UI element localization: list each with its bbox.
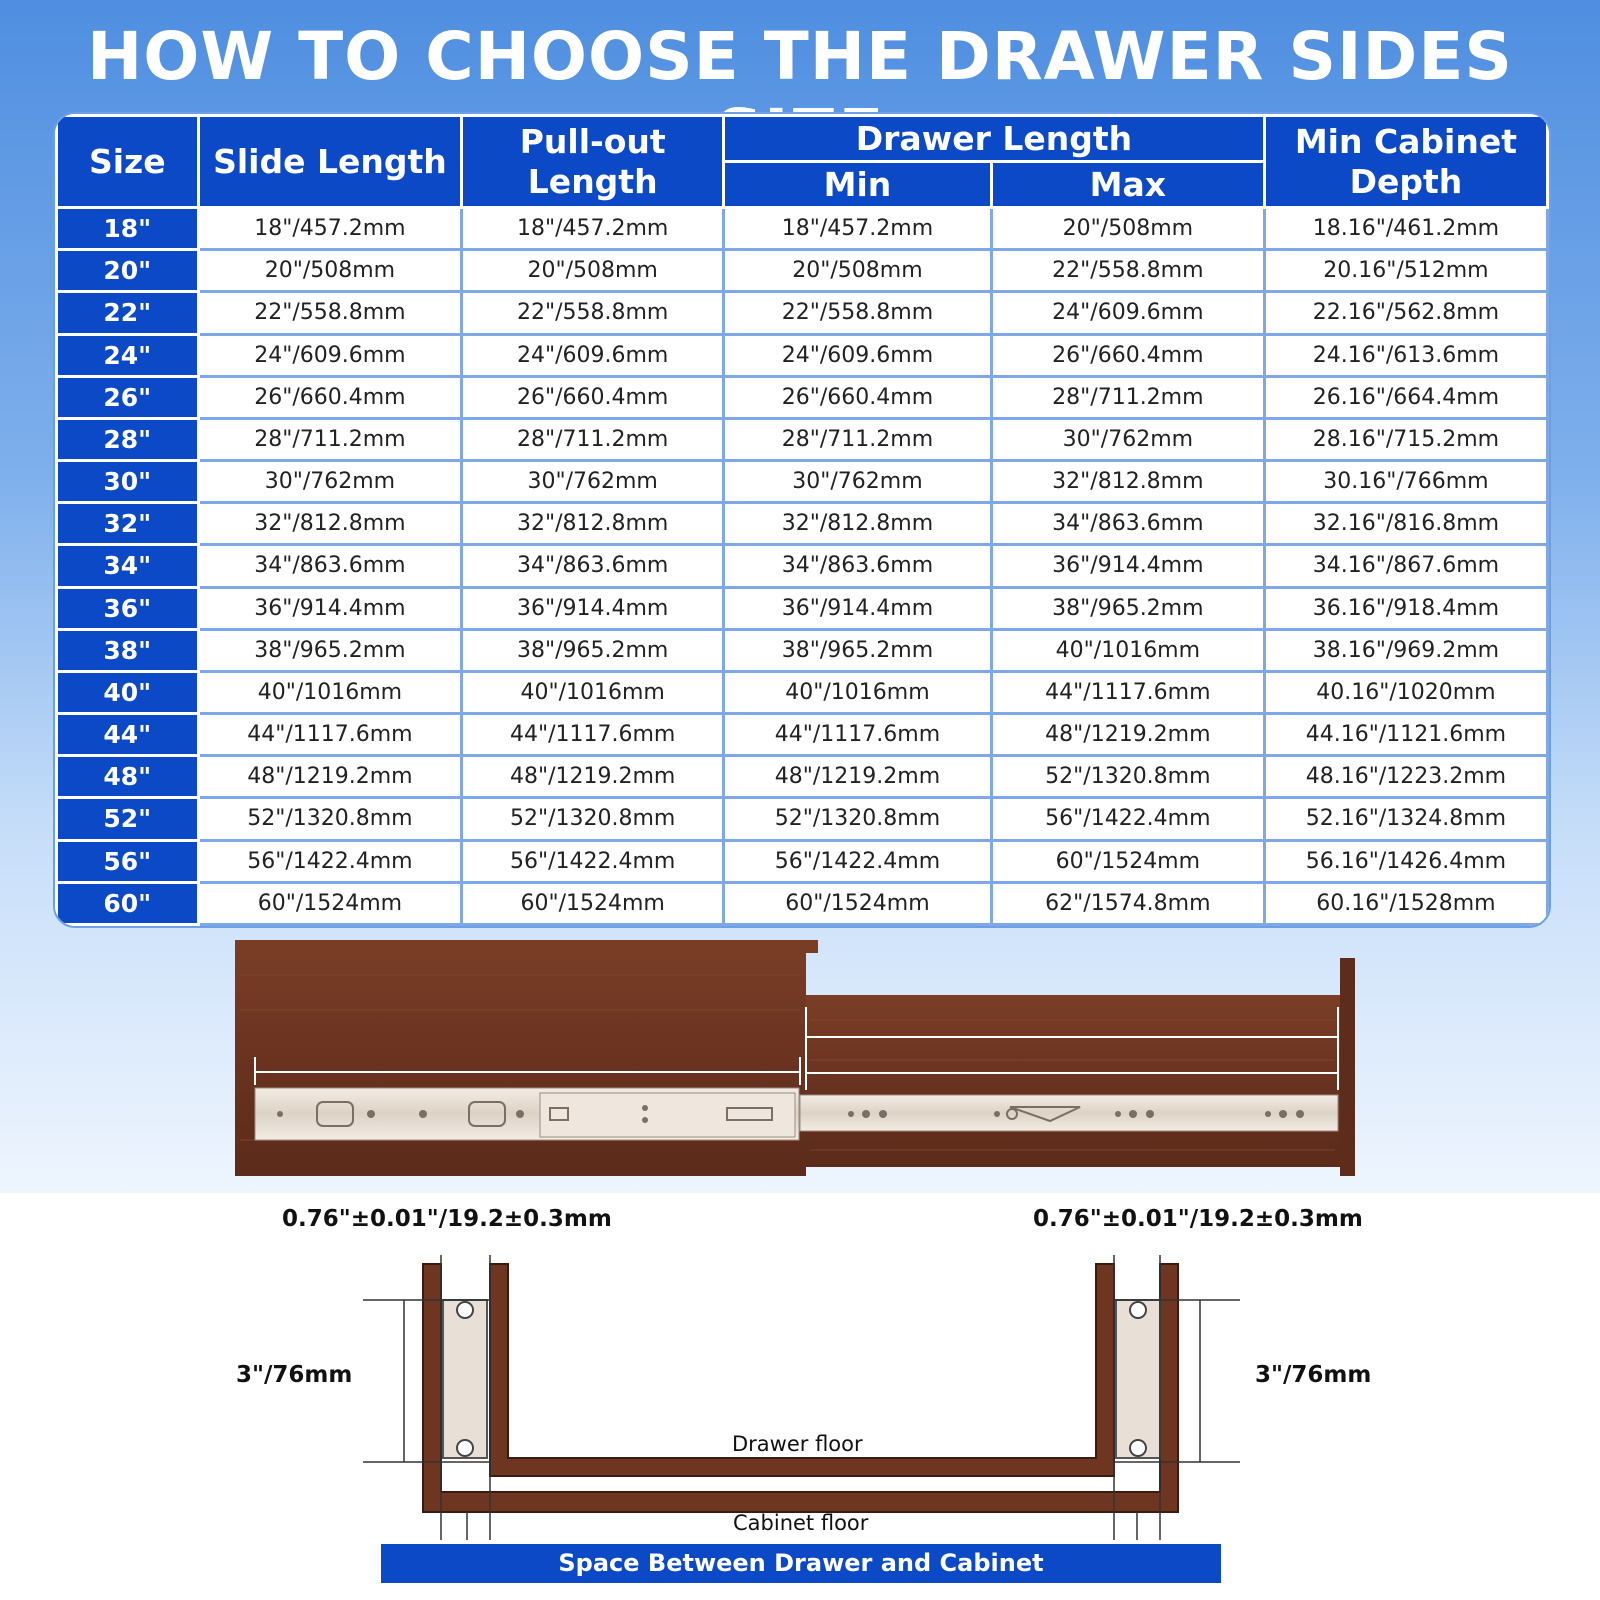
table-cell: 52"/1320.8mm xyxy=(198,798,462,840)
gap-left-label: 0.76"±0.01"/19.2±0.3mm xyxy=(282,1206,612,1232)
table-cell: 60"/1524mm xyxy=(462,882,724,924)
size-cell: 26" xyxy=(57,376,199,418)
table-cell: 56"/1422.4mm xyxy=(198,840,462,882)
table-cell: 22.16"/562.8mm xyxy=(1264,292,1547,334)
table-cell: 36"/914.4mm xyxy=(198,587,462,629)
table-cell: 38"/965.2mm xyxy=(198,629,462,671)
table-cell: 36"/914.4mm xyxy=(991,545,1264,587)
size-cell: 44" xyxy=(57,714,199,756)
table-cell: 32"/812.8mm xyxy=(198,503,462,545)
header-slide-length: Slide Length xyxy=(198,116,462,208)
table-cell: 20.16"/512mm xyxy=(1264,250,1547,292)
table-cell: 26.16"/664.4mm xyxy=(1264,376,1547,418)
table-cell: 60"/1524mm xyxy=(991,840,1264,882)
table-cell: 40"/1016mm xyxy=(991,629,1264,671)
table-cell: 48"/1219.2mm xyxy=(198,756,462,798)
table-cell: 60"/1524mm xyxy=(724,882,992,924)
table-cell: 26"/660.4mm xyxy=(198,376,462,418)
table-cell: 22"/558.8mm xyxy=(462,292,724,334)
size-cell: 36" xyxy=(57,587,199,629)
header-pullout-length: Pull-out Length xyxy=(462,116,724,208)
table-cell: 62"/1574.8mm xyxy=(991,882,1264,924)
table-cell: 28"/711.2mm xyxy=(724,418,992,460)
table-cell: 26"/660.4mm xyxy=(991,334,1264,376)
height-left-label: 3"/76mm xyxy=(236,1362,353,1388)
size-cell: 22" xyxy=(57,292,199,334)
table-cell: 30.16"/766mm xyxy=(1264,461,1547,503)
table-cell: 20"/508mm xyxy=(462,250,724,292)
size-cell: 40" xyxy=(57,671,199,713)
table-cell: 48"/1219.2mm xyxy=(462,756,724,798)
size-cell: 32" xyxy=(57,503,199,545)
table-cell: 18.16"/461.2mm xyxy=(1264,208,1547,250)
gap-right-label: 0.76"±0.01"/19.2±0.3mm xyxy=(1033,1206,1363,1232)
table-cell: 30"/762mm xyxy=(724,461,992,503)
table-cell: 56"/1422.4mm xyxy=(991,798,1264,840)
table-cell: 40.16"/1020mm xyxy=(1264,671,1547,713)
size-cell: 38" xyxy=(57,629,199,671)
size-cell: 52" xyxy=(57,798,199,840)
table-cell: 44"/1117.6mm xyxy=(462,714,724,756)
table-cell: 36"/914.4mm xyxy=(462,587,724,629)
page-title: HOW TO CHOOSE THE DRAWER SIDES xyxy=(87,18,1513,95)
table-cell: 18"/457.2mm xyxy=(462,208,724,250)
size-cell: 60" xyxy=(57,882,199,924)
table-cell: 48.16"/1223.2mm xyxy=(1264,756,1547,798)
table-cell: 38"/965.2mm xyxy=(724,629,992,671)
size-cell: 24" xyxy=(57,334,199,376)
table-cell: 48"/1219.2mm xyxy=(991,714,1264,756)
table-cell: 30"/762mm xyxy=(198,461,462,503)
table-cell: 24"/609.6mm xyxy=(462,334,724,376)
table-cell: 30"/762mm xyxy=(991,418,1264,460)
table-cell: 32"/812.8mm xyxy=(991,461,1264,503)
cross-section-diagram xyxy=(363,1255,1240,1540)
table-cell: 60.16"/1528mm xyxy=(1264,882,1547,924)
table-cell: 24"/609.6mm xyxy=(724,334,992,376)
size-cell: 30" xyxy=(57,461,199,503)
table-cell: 20"/508mm xyxy=(724,250,992,292)
table-cell: 28"/711.2mm xyxy=(198,418,462,460)
size-cell: 20" xyxy=(57,250,199,292)
table-cell: 34"/863.6mm xyxy=(724,545,992,587)
table-cell: 34"/863.6mm xyxy=(198,545,462,587)
table-cell: 48"/1219.2mm xyxy=(724,756,992,798)
table-cell: 22"/558.8mm xyxy=(724,292,992,334)
height-right-label: 3"/76mm xyxy=(1255,1362,1372,1388)
table-cell: 36.16"/918.4mm xyxy=(1264,587,1547,629)
table-cell: 44"/1117.6mm xyxy=(724,714,992,756)
table-cell: 22"/558.8mm xyxy=(198,292,462,334)
table-cell: 38"/965.2mm xyxy=(462,629,724,671)
size-cell: 18" xyxy=(57,208,199,250)
table-cell: 24"/609.6mm xyxy=(991,292,1264,334)
table-cell: 22"/558.8mm xyxy=(991,250,1264,292)
table-cell: 32"/812.8mm xyxy=(462,503,724,545)
table-cell: 26"/660.4mm xyxy=(724,376,992,418)
drawer-panel xyxy=(806,958,1355,1176)
header-min: Min xyxy=(724,162,992,208)
header-size: Size xyxy=(57,116,199,208)
table-cell: 52.16"/1324.8mm xyxy=(1264,798,1547,840)
size-cell: 28" xyxy=(57,418,199,460)
table-cell: 26"/660.4mm xyxy=(462,376,724,418)
size-cell: 34" xyxy=(57,545,199,587)
table-cell: 32.16"/816.8mm xyxy=(1264,503,1547,545)
table-cell: 34.16"/867.6mm xyxy=(1264,545,1547,587)
table-cell: 52"/1320.8mm xyxy=(991,756,1264,798)
table-cell: 40"/1016mm xyxy=(462,671,724,713)
table-cell: 28.16"/715.2mm xyxy=(1264,418,1547,460)
header-drawer-length: Drawer Length xyxy=(724,116,1265,162)
table-cell: 60"/1524mm xyxy=(198,882,462,924)
table-cell: 18"/457.2mm xyxy=(198,208,462,250)
table-cell: 24"/609.6mm xyxy=(198,334,462,376)
table-cell: 44"/1117.6mm xyxy=(991,671,1264,713)
table-cell: 30"/762mm xyxy=(462,461,724,503)
table-cell: 56"/1422.4mm xyxy=(462,840,724,882)
table-cell: 56"/1422.4mm xyxy=(724,840,992,882)
table-cell: 28"/711.2mm xyxy=(991,376,1264,418)
table-cell: 34"/863.6mm xyxy=(462,545,724,587)
table-cell: 20"/508mm xyxy=(198,250,462,292)
table-cell: 38.16"/969.2mm xyxy=(1264,629,1547,671)
header-min-cabinet-depth: Min Cabinet Depth xyxy=(1264,116,1547,208)
table-cell: 38"/965.2mm xyxy=(991,587,1264,629)
table-cell: 32"/812.8mm xyxy=(724,503,992,545)
table-cell: 24.16"/613.6mm xyxy=(1264,334,1547,376)
cabinet-floor-label: Cabinet floor xyxy=(733,1511,869,1535)
table-cell: 20"/508mm xyxy=(991,208,1264,250)
table-cell: 18"/457.2mm xyxy=(724,208,992,250)
table-cell: 34"/863.6mm xyxy=(991,503,1264,545)
table-cell: 40"/1016mm xyxy=(724,671,992,713)
size-cell: 56" xyxy=(57,840,199,882)
table-cell: 56.16"/1426.4mm xyxy=(1264,840,1547,882)
size-cell: 48" xyxy=(57,756,199,798)
table-cell: 40"/1016mm xyxy=(198,671,462,713)
table-cell: 44.16"/1121.6mm xyxy=(1264,714,1547,756)
table-cell: 52"/1320.8mm xyxy=(724,798,992,840)
table-cell: 44"/1117.6mm xyxy=(198,714,462,756)
table-cell: 28"/711.2mm xyxy=(462,418,724,460)
table-cell: 36"/914.4mm xyxy=(724,587,992,629)
drawer-floor-label: Drawer floor xyxy=(732,1432,863,1456)
header-max: Max xyxy=(991,162,1264,208)
table-cell: 52"/1320.8mm xyxy=(462,798,724,840)
space-banner: Space Between Drawer and Cabinet xyxy=(381,1544,1221,1583)
